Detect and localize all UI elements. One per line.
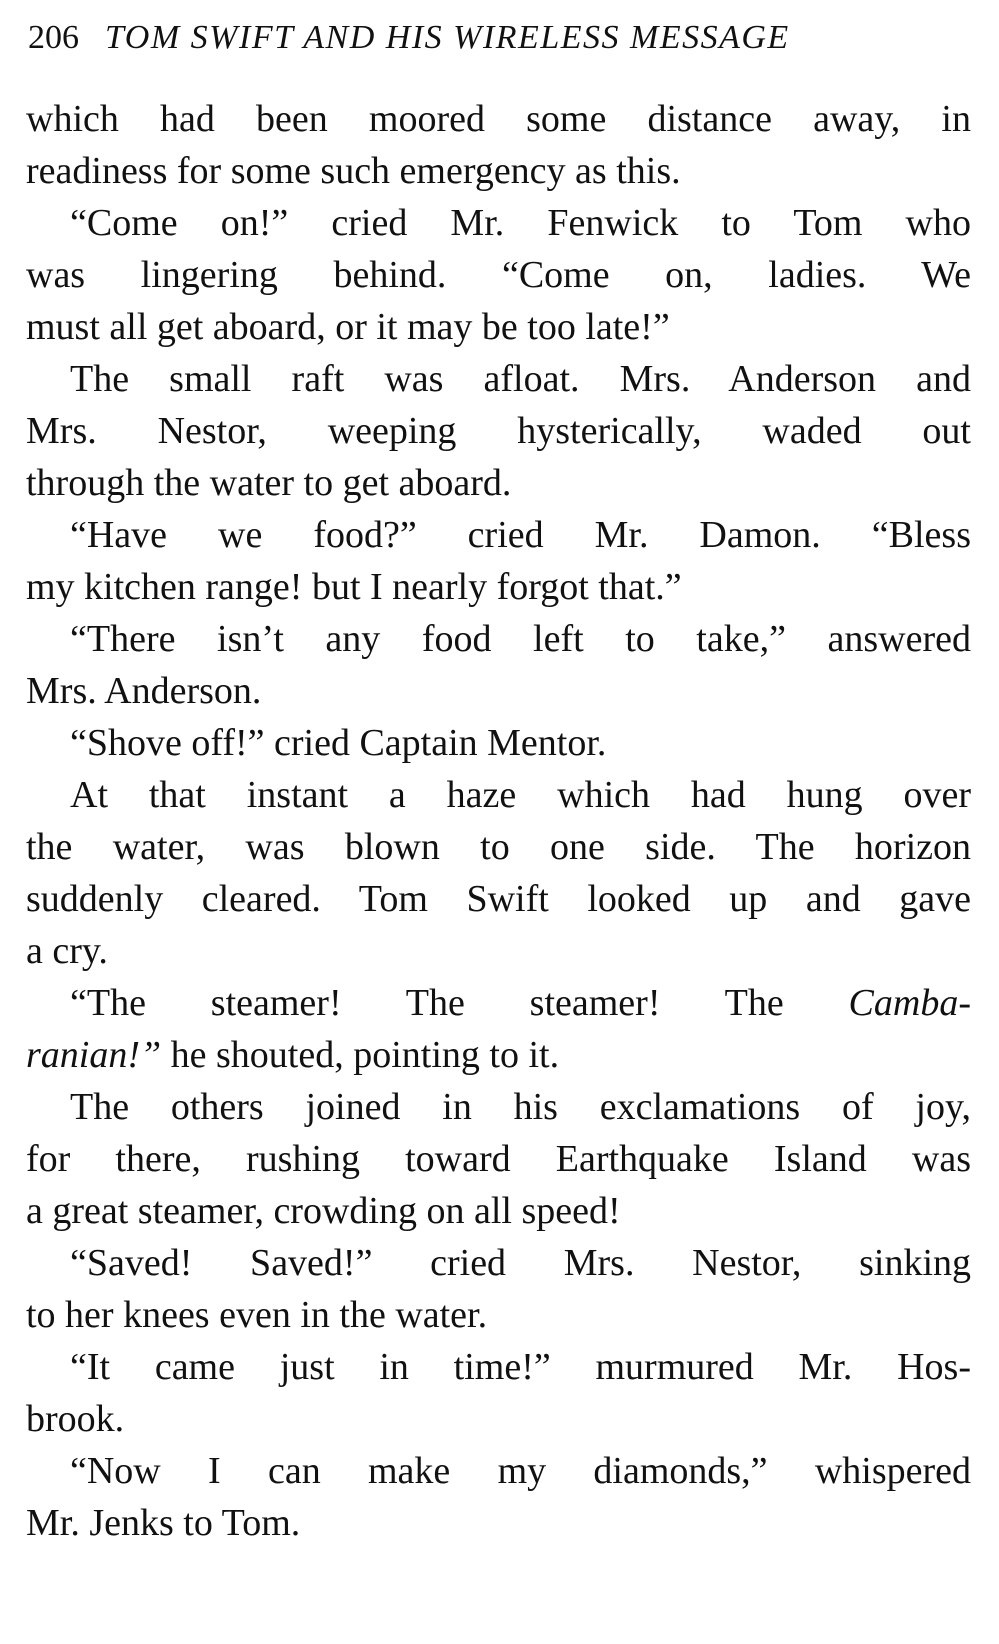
text-line: through the water to get aboard. xyxy=(26,462,512,504)
text-line: “Have we food?” cried Mr. Damon. “Bless xyxy=(70,514,971,556)
ship-name-italic: ranian!” xyxy=(26,1034,162,1076)
text-line xyxy=(26,976,971,1030)
page-number: 206 xyxy=(28,19,79,56)
text-line: a great steamer, crowding on all speed! xyxy=(26,1190,621,1232)
ship-name-italic: Camba- xyxy=(848,982,971,1024)
text-line: the water, was blown to one side. The horizon xyxy=(26,826,971,868)
text-line: The others joined in his exclamations of joy, xyxy=(70,1086,971,1128)
text-line: At that instant a haze which had hung over xyxy=(70,774,971,816)
text-line: my kitchen range! but I nearly forgot that.” xyxy=(26,566,682,608)
text-line: The small raft was afloat. Mrs. Anderson and xyxy=(70,358,971,400)
text-line: must all get aboard, or it may be too late!” xyxy=(26,306,670,348)
text-line: “Come on!” cried Mr. Fenwick to Tom who xyxy=(70,202,971,244)
text-line: “It came just in time!” murmured Mr. Hos- xyxy=(70,1346,971,1388)
text-line: Mrs. Nestor, weeping hysterically, waded out xyxy=(26,410,971,452)
text-line: for there, rushing toward Earthquake Island was xyxy=(26,1138,971,1180)
text-line: was lingering behind. “Come on, ladies. We xyxy=(26,254,971,296)
text-line: Mr. Jenks to Tom. xyxy=(26,1502,301,1544)
line-text: “The steamer! The steamer! The xyxy=(70,982,849,1024)
text-line: readiness for some such emergency as this. xyxy=(26,150,681,192)
text-line xyxy=(26,1028,971,1082)
text-line: suddenly cleared. Tom Swift looked up and gave xyxy=(26,878,971,920)
text-line: “Now I can make my diamonds,” whispered xyxy=(70,1450,971,1492)
text-line: brook. xyxy=(26,1398,125,1440)
text-line: a cry. xyxy=(26,930,108,972)
running-head xyxy=(28,14,973,62)
text-line: Mrs. Anderson. xyxy=(26,670,262,712)
text-line: to her knees even in the water. xyxy=(26,1294,488,1336)
text-line: “Shove off!” cried Captain Mentor. xyxy=(70,722,607,764)
text-line: which had been moored some distance away, in xyxy=(26,98,971,140)
line-text: he shouted, pointing to it. xyxy=(161,1034,560,1076)
text-line: “There isn’t any food left to take,” answered xyxy=(70,618,971,660)
text-line: “Saved! Saved!” cried Mrs. Nestor, sinking xyxy=(70,1242,971,1284)
running-title: TOM SWIFT AND HIS WIRELESS MESSAGE xyxy=(105,19,790,56)
